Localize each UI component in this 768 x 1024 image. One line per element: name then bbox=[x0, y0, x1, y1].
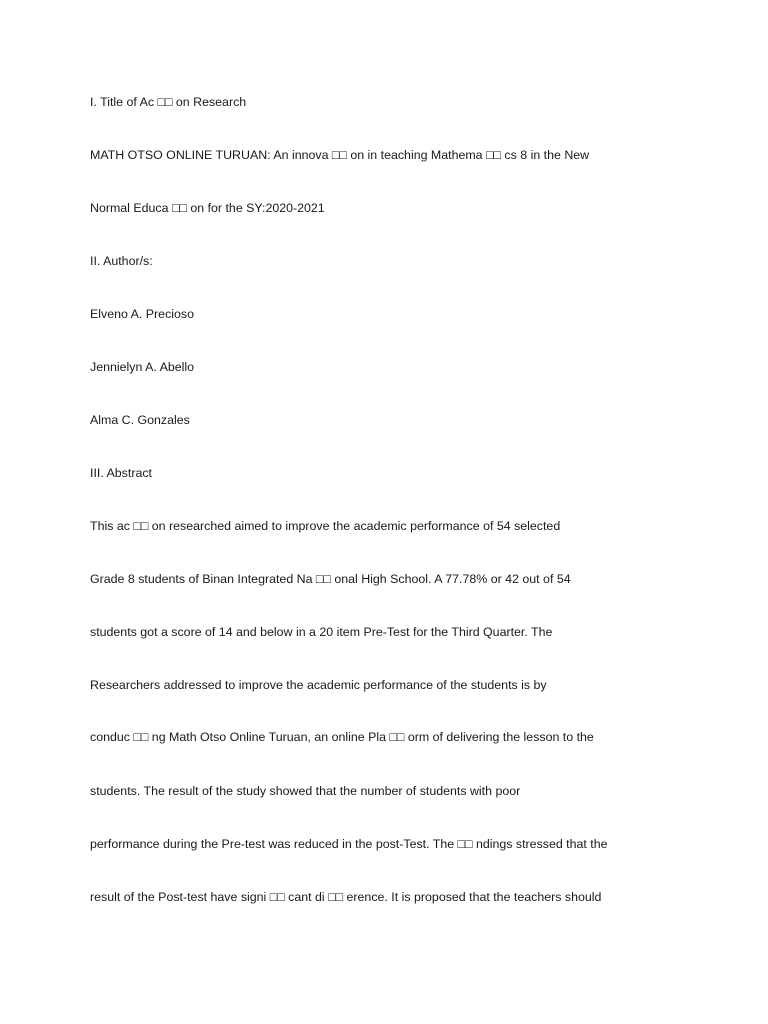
authors-heading: II. Author/s: bbox=[90, 254, 153, 268]
abstract-line: This ac □□ on researched aimed to improve the academic performance of 54 selected bbox=[90, 519, 561, 533]
author-name: Alma C. Gonzales bbox=[90, 413, 190, 427]
abstract-heading: III. Abstract bbox=[90, 466, 152, 480]
title-line-1: MATH OTSO ONLINE TURUAN: An innova □□ on in teaching Mathema □□ cs 8 in the New bbox=[90, 148, 590, 162]
author-name: Jennielyn A. Abello bbox=[90, 360, 195, 374]
abstract-line: conduc □□ ng Math Otso Online Turuan, an online Pla □□ orm of delivering the lesson to the bbox=[90, 730, 594, 744]
abstract-line: performance during the Pre-test was reduced in the post-Test. The □□ ndings stressed that the bbox=[90, 837, 608, 851]
abstract-line: Grade 8 students of Binan Integrated Na □□ onal High School. A 77.78% or 42 out of 54 bbox=[90, 572, 571, 586]
title-line-2: Normal Educa □□ on for the SY:2020-2021 bbox=[90, 201, 325, 215]
abstract-line: students got a score of 14 and below in a 20 item Pre-Test for the Third Quarter. The bbox=[90, 625, 553, 639]
abstract-line: students. The result of the study showed that the number of students with poor bbox=[90, 784, 521, 798]
abstract-line: Researchers addressed to improve the academic performance of the students is by bbox=[90, 678, 547, 692]
section-title-heading: I. Title of Ac □□ on Research bbox=[90, 95, 247, 109]
abstract-line: result of the Post-test have signi □□ cant di □□ erence. It is proposed that the teachers should bbox=[90, 890, 602, 904]
author-name: Elveno A. Precioso bbox=[90, 307, 195, 321]
